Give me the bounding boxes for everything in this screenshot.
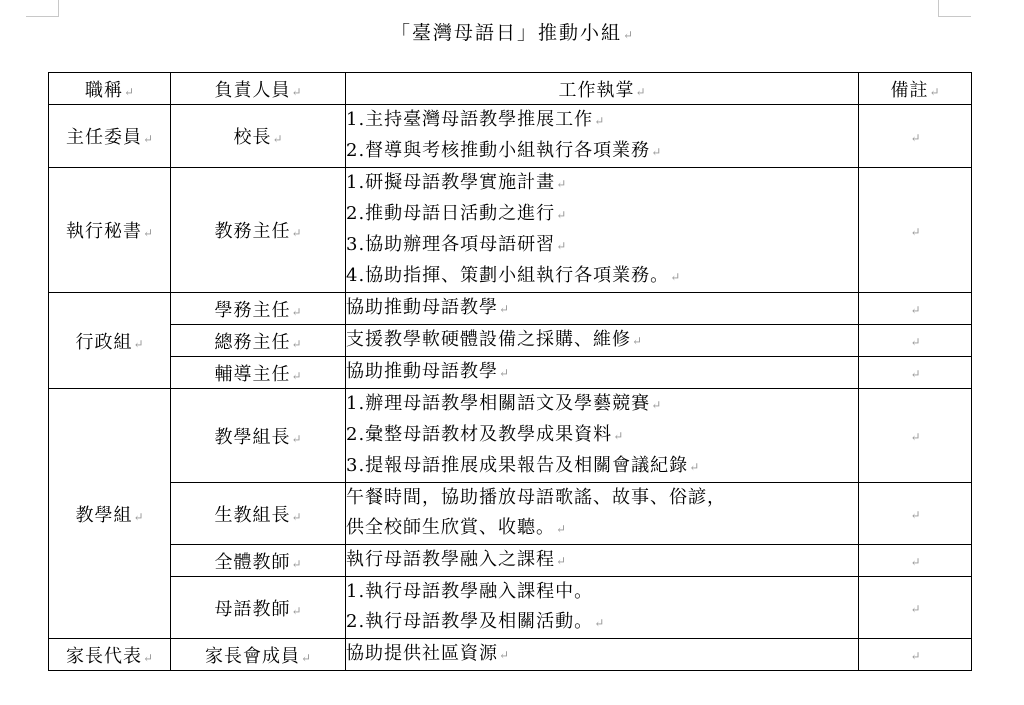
paragraph-mark-icon: ↵ xyxy=(123,84,135,99)
cell-text: 協助推動母語教學 xyxy=(346,297,498,318)
paragraph-mark-icon: ↵ xyxy=(499,366,510,380)
page-corner-mark-left xyxy=(26,0,59,17)
person-cell[interactable] xyxy=(171,483,346,545)
duty-line xyxy=(346,168,858,199)
paragraph-mark-icon: ↵ xyxy=(272,132,283,146)
note-cell[interactable] xyxy=(859,168,972,293)
paragraph-mark-icon: ↵ xyxy=(499,648,510,662)
paragraph-mark-icon: ↵ xyxy=(291,84,302,99)
cell-text: 行政組 xyxy=(75,331,133,353)
paragraph-mark-icon: ↵ xyxy=(594,114,605,128)
cell-text: 1.執行母語教學融入課程中。 xyxy=(346,581,594,602)
paragraph-mark-icon: ↵ xyxy=(651,398,662,412)
paragraph-mark-icon: ↵ xyxy=(499,302,510,316)
cell-text: 教學組 xyxy=(75,504,133,526)
paragraph-mark-icon: ↵ xyxy=(142,226,154,240)
paragraph-mark-icon: ↵ xyxy=(910,367,921,381)
paragraph-mark-icon: ↵ xyxy=(910,303,921,317)
cell-text: 生教組長 xyxy=(214,504,291,526)
cell-text: 協助提供社區資源 xyxy=(346,643,498,664)
duty-cell[interactable] xyxy=(346,483,859,545)
cell-text: 2.督導與考核推動小組執行各項業務 xyxy=(346,140,651,161)
duty-cell[interactable] xyxy=(346,389,859,483)
person-cell[interactable] xyxy=(171,168,346,293)
cell-text: 3.協助辦理各項母語研習 xyxy=(346,234,556,255)
cell-text: 支援教學軟硬體設備之採購、維修 xyxy=(346,329,631,350)
cell-text: 工作執掌 xyxy=(558,79,635,101)
duty-line xyxy=(346,639,858,670)
duty-line xyxy=(346,199,858,230)
note-cell[interactable] xyxy=(859,293,972,325)
paragraph-mark-icon: ↵ xyxy=(594,616,605,630)
duty-line xyxy=(346,293,858,324)
cell-text: 學務主任 xyxy=(214,299,291,321)
paragraph-mark-icon: ↵ xyxy=(133,336,144,351)
person-cell[interactable] xyxy=(171,325,346,357)
cell-text: 職稱 xyxy=(84,79,123,101)
document-title[interactable] xyxy=(0,18,1024,48)
title-cell[interactable] xyxy=(49,389,171,639)
duty-cell[interactable] xyxy=(346,357,859,389)
duty-cell[interactable] xyxy=(346,325,859,357)
table-row xyxy=(49,325,972,357)
person-cell[interactable] xyxy=(171,545,346,577)
duty-line xyxy=(346,545,858,576)
table-row xyxy=(49,357,972,389)
paragraph-mark-icon: ↵ xyxy=(613,429,624,443)
cell-text: 供全校師生欣賞、收聽。 xyxy=(346,517,555,538)
cell-text: 午餐時間，協助播放母語歌謠、故事、俗諺， xyxy=(346,487,726,508)
title-cell[interactable] xyxy=(49,105,171,168)
table-header-row xyxy=(49,73,972,105)
paragraph-mark-icon: ↵ xyxy=(556,177,567,191)
cell-text: 2.推動母語日活動之進行 xyxy=(346,203,556,224)
cell-text: 協助推動母語教學 xyxy=(346,361,498,382)
cell-text: 1.主持臺灣母語教學推展工作 xyxy=(346,109,594,130)
paragraph-mark-icon: ↵ xyxy=(291,368,302,383)
duty-line xyxy=(346,483,858,513)
duty-line xyxy=(346,136,858,167)
note-cell[interactable] xyxy=(859,389,972,483)
person-cell[interactable] xyxy=(171,357,346,389)
duty-line xyxy=(346,577,858,607)
cell-text: 2.執行母語教學及相關活動。 xyxy=(346,611,594,632)
duty-line xyxy=(346,325,858,356)
paragraph-mark-icon: ↵ xyxy=(291,603,302,618)
cell-text: 總務主任 xyxy=(214,331,291,353)
title-cell[interactable] xyxy=(49,293,171,389)
paragraph-mark-icon: ↵ xyxy=(133,509,144,524)
cell-text: 執行母語教學融入之課程 xyxy=(346,549,555,570)
duty-line xyxy=(346,389,858,420)
duty-line xyxy=(346,357,858,388)
note-cell[interactable] xyxy=(859,357,972,389)
cell-text: 主任委員 xyxy=(65,127,142,148)
paragraph-mark-icon: ↵ xyxy=(910,602,921,616)
paragraph-mark-icon: ↵ xyxy=(910,649,921,663)
paragraph-mark-icon: ↵ xyxy=(910,130,921,145)
header-duties[interactable] xyxy=(346,73,859,105)
paragraph-mark-icon: ↵ xyxy=(291,556,302,571)
note-cell[interactable] xyxy=(859,577,972,639)
cell-text: 備註 xyxy=(890,79,929,101)
duty-line xyxy=(346,230,858,261)
table-row xyxy=(49,105,972,168)
paragraph-mark-icon: ↵ xyxy=(556,239,567,253)
page-corner-mark-right xyxy=(938,0,971,17)
duty-cell[interactable] xyxy=(346,545,859,577)
duty-cell[interactable] xyxy=(346,577,859,639)
paragraph-mark-icon: ↵ xyxy=(632,334,643,348)
paragraph-mark-icon: ↵ xyxy=(929,84,940,99)
paragraph-mark-icon: ↵ xyxy=(556,554,567,568)
cell-text: 「臺灣母語日」推動小組 xyxy=(390,22,622,44)
paragraph-mark-icon: ↵ xyxy=(142,132,154,146)
cell-text: 4.協助指揮、策劃小組執行各項業務。 xyxy=(346,265,670,286)
duty-line xyxy=(346,261,858,292)
table-row xyxy=(49,293,972,325)
paragraph-mark-icon: ↵ xyxy=(651,145,662,159)
person-cell[interactable] xyxy=(171,577,346,639)
cell-text: 母語教師 xyxy=(214,598,291,620)
note-cell[interactable] xyxy=(859,105,972,168)
table-row xyxy=(49,577,972,639)
cell-text: 2.彙整母語教材及教學成果資料 xyxy=(346,424,613,445)
paragraph-mark-icon: ↵ xyxy=(291,431,302,446)
person-cell[interactable] xyxy=(171,389,346,483)
duty-line xyxy=(346,513,858,544)
paragraph-mark-icon: ↵ xyxy=(291,336,302,351)
person-cell[interactable] xyxy=(171,639,346,671)
paragraph-mark-icon: ↵ xyxy=(910,335,921,349)
duty-line xyxy=(346,420,858,451)
note-cell[interactable] xyxy=(859,639,972,671)
cell-text: 3.提報母語推展成果報告及相關會議紀錄 xyxy=(346,455,689,476)
paragraph-mark-icon: ↵ xyxy=(142,650,154,665)
paragraph-mark-icon: ↵ xyxy=(910,430,921,444)
paragraph-mark-icon: ↵ xyxy=(291,509,302,524)
cell-text: 執行秘書 xyxy=(65,221,142,242)
duty-cell[interactable] xyxy=(346,639,859,671)
committee-table[interactable] xyxy=(48,72,972,671)
note-cell[interactable] xyxy=(859,325,972,357)
paragraph-mark-icon: ↵ xyxy=(670,270,681,284)
paragraph-mark-icon: ↵ xyxy=(910,224,921,239)
table-row xyxy=(49,483,972,545)
title-cell[interactable] xyxy=(49,168,171,293)
cell-text: 教務主任 xyxy=(214,221,291,242)
duty-cell[interactable] xyxy=(346,168,859,293)
person-cell[interactable] xyxy=(171,293,346,325)
paragraph-mark-icon: ↵ xyxy=(291,304,302,319)
cell-text: 全體教師 xyxy=(214,551,291,573)
duty-line xyxy=(346,607,858,638)
duty-cell[interactable] xyxy=(346,293,859,325)
cell-text: 負責人員 xyxy=(214,79,291,101)
paragraph-mark-icon: ↵ xyxy=(689,460,700,474)
header-person[interactable] xyxy=(171,73,346,105)
cell-text: 1.辦理母語教學相關語文及學藝競賽 xyxy=(346,393,651,414)
cell-text: 教學組長 xyxy=(214,426,291,448)
table-row xyxy=(49,639,972,671)
note-cell[interactable] xyxy=(859,545,972,577)
duty-line xyxy=(346,105,858,136)
duty-line xyxy=(346,451,858,482)
paragraph-mark-icon: ↵ xyxy=(910,508,921,522)
note-cell[interactable] xyxy=(859,483,972,545)
cell-text: 輔導主任 xyxy=(214,363,291,385)
cell-text: 1.研擬母語教學實施計畫 xyxy=(346,172,556,193)
cell-text: 家長代表 xyxy=(65,645,142,667)
header-title[interactable] xyxy=(49,73,171,105)
duty-cell[interactable] xyxy=(346,105,859,168)
header-notes[interactable] xyxy=(859,73,972,105)
table-row xyxy=(49,545,972,577)
cell-text: 家長會成員 xyxy=(204,645,300,667)
paragraph-mark-icon: ↵ xyxy=(635,84,646,99)
paragraph-mark-icon: ↵ xyxy=(291,226,302,240)
paragraph-mark-icon: ↵ xyxy=(556,208,567,222)
cell-text: 校長 xyxy=(233,127,272,148)
person-cell[interactable] xyxy=(171,105,346,168)
paragraph-mark-icon: ↵ xyxy=(910,555,921,569)
title-cell[interactable] xyxy=(49,639,171,671)
table-row xyxy=(49,168,972,293)
paragraph-mark-icon: ↵ xyxy=(300,650,312,665)
table-row xyxy=(49,389,972,483)
paragraph-mark-icon: ↵ xyxy=(622,28,634,42)
paragraph-mark-icon: ↵ xyxy=(556,522,567,536)
